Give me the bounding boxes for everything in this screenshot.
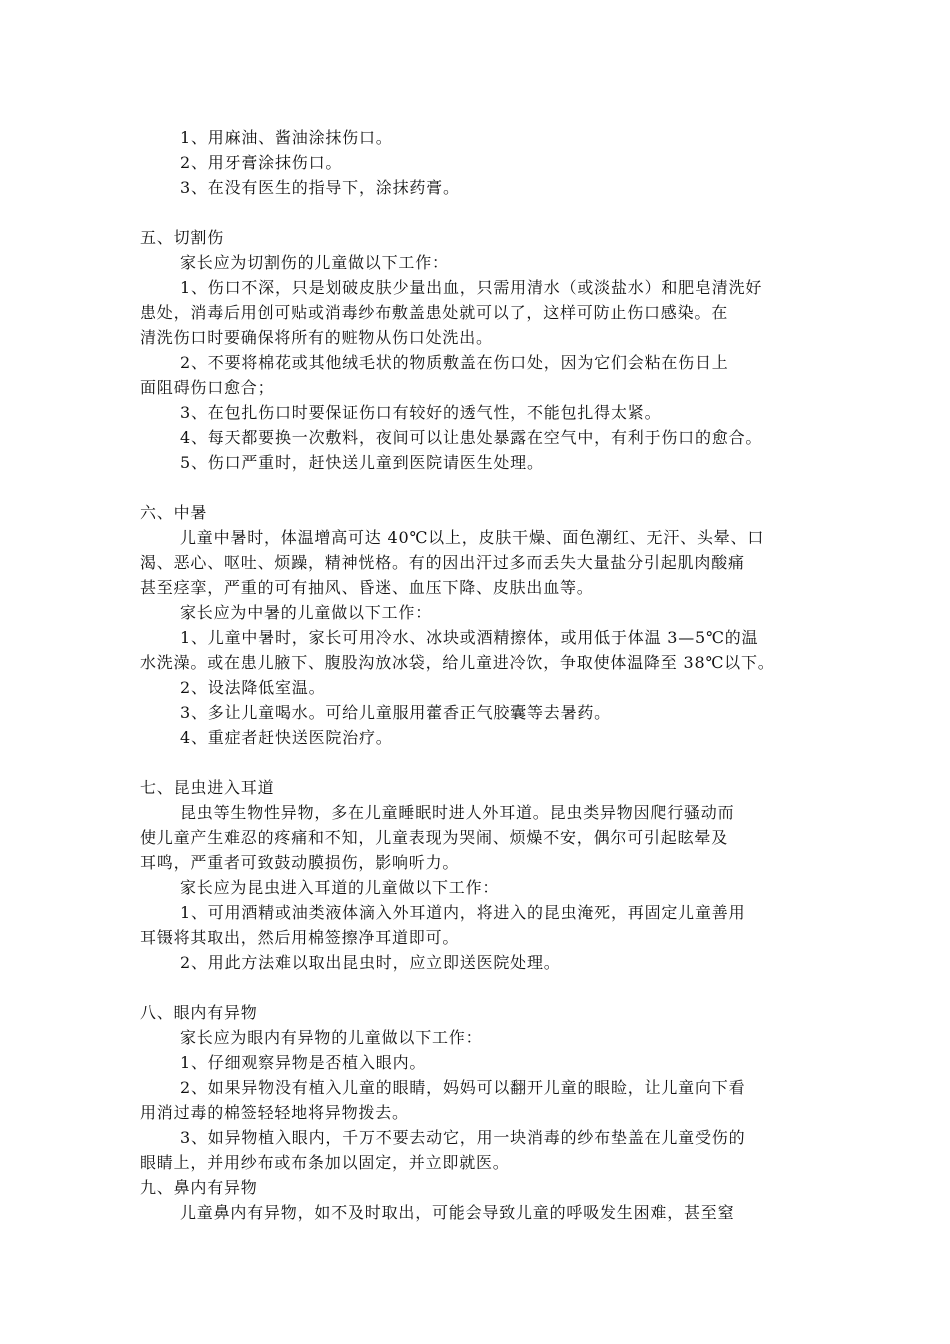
text-line: 昆虫等生物性异物，多在儿童睡眠时进人外耳道。昆虫类异物因爬行骚动而 xyxy=(180,803,735,822)
text-line: 1、可用酒精或油类液体滴入外耳道内，将进入的昆虫淹死，再固定儿童善用 xyxy=(180,903,746,922)
text-line: 儿童鼻内有异物，如不及时取出，可能会导致儿童的呼吸发生困难，甚至窒 xyxy=(180,1203,735,1222)
text-line: 1、儿童中暑时，家长可用冷水、冰块或酒精擦体，或用低于体温 3—5℃的温 xyxy=(180,628,759,647)
text-line: 耳鸣，严重者可致鼓动膜损伤，影响听力。 xyxy=(140,853,460,872)
section-heading: 五、切割伤 xyxy=(140,228,225,247)
text-line: 2、如果异物没有植入儿童的眼睛，妈妈可以翻开儿童的眼睑，让儿童向下看 xyxy=(180,1078,746,1097)
text-line: 清洗伤口时要确保将所有的赃物从伤口处洗出。 xyxy=(140,328,493,347)
text-line: 3、多让儿童喝水。可给儿童服用藿香正气胶囊等去暑药。 xyxy=(180,703,611,722)
text-line: 家长应为昆虫进入耳道的儿童做以下工作： xyxy=(180,878,500,897)
text-line: 患处，消毒后用创可贴或消毒纱布敷盖患处就可以了，这样可防止伤口感染。在 xyxy=(140,303,729,322)
text-line: 2、不要将棉花或其他绒毛状的物质敷盖在伤口处，因为它们会粘在伤日上 xyxy=(180,353,729,372)
text-line: 用消过毒的棉签轻轻地将异物拨去。 xyxy=(140,1103,409,1122)
text-line: 2、用此方法难以取出昆虫时，应立即送医院处理。 xyxy=(180,953,561,972)
text-line: 2、用牙膏涂抹伤口。 xyxy=(180,153,343,172)
text-line: 3、在包扎伤口时要保证伤口有较好的透气性，不能包扎得太紧。 xyxy=(180,403,662,422)
text-line: 家长应为切割伤的儿童做以下工作： xyxy=(180,253,449,272)
section-heading: 六、中暑 xyxy=(140,503,208,522)
text-line: 眼睛上，并用纱布或布条加以固定，并立即就医。 xyxy=(140,1153,510,1172)
text-line: 水洗澡。或在患儿腋下、腹股沟放冰袋，给儿童进冷饮，争取使体温降至 38℃以下。 xyxy=(140,653,775,672)
text-line: 儿童中暑时，体温增高可达 40℃以上，皮肤干燥、面色潮红、无汗、头晕、口 xyxy=(180,528,765,547)
text-line: 家长应为中暑的儿童做以下工作： xyxy=(180,603,433,622)
text-line: 4、每天都要换一次敷料，夜间可以让患处暴露在空气中，有利于伤口的愈合。 xyxy=(180,428,763,447)
text-line: 3、在没有医生的指导下，涂抹药膏。 xyxy=(180,178,460,197)
section-heading: 九、鼻内有异物 xyxy=(140,1178,258,1197)
text-line: 1、伤口不深，只是划破皮肤少量出血，只需用清水（或淡盐水）和肥皂清洗好 xyxy=(180,278,763,297)
section-heading: 八、眼内有异物 xyxy=(140,1003,258,1022)
text-line: 渴、恶心、呕吐、烦躁，精神恍格。有的因出汗过多而丢失大量盐分引起肌肉酸痛 xyxy=(140,553,745,572)
text-line: 面阻碍伤口愈合； xyxy=(140,378,275,397)
text-line: 3、如异物植入眼内，千万不要去动它，用一块消毒的纱布垫盖在儿童受伤的 xyxy=(180,1128,746,1147)
text-line: 使儿童产生难忍的疼痛和不知，儿童表现为哭闹、烦燥不安，偶尔可引起眩晕及 xyxy=(140,828,729,847)
text-line: 甚至痉挛，严重的可有抽风、昏迷、血压下降、皮肤出血等。 xyxy=(140,578,594,597)
text-line: 耳镊将其取出，然后用棉签擦净耳道即可。 xyxy=(140,928,460,947)
text-line: 2、设法降低室温。 xyxy=(180,678,326,697)
section-heading: 七、昆虫进入耳道 xyxy=(140,778,275,797)
text-line: 1、用麻油、酱油涂抹伤口。 xyxy=(180,128,393,147)
text-line: 家长应为眼内有异物的儿童做以下工作： xyxy=(180,1028,483,1047)
text-line: 1、仔细观察异物是否植入眼内。 xyxy=(180,1053,427,1072)
text-line: 4、重症者赶快送医院治疗。 xyxy=(180,728,393,747)
text-line: 5、伤口严重时，赶快送儿童到医院请医生处理。 xyxy=(180,453,544,472)
